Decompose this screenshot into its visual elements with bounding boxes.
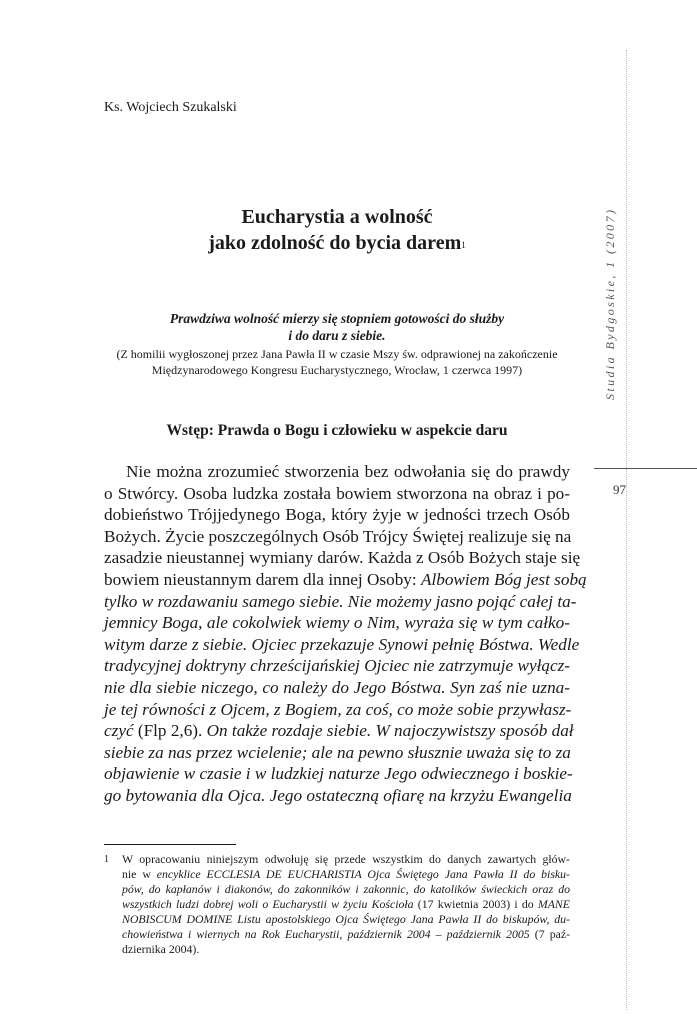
body-line: siebie za nas przez wcielenie; ale na pewno słusznie uważa się to za	[104, 742, 571, 762]
footnote-line: W opracowaniu niniejszym odwołuję się przede wszystkim do danych zawartych głów-	[122, 852, 570, 866]
body-line: zasadzie nieustannej wymiany darów. Każda z Osób Bożych staje się	[104, 548, 581, 568]
footnote-reference[interactable]: 1	[461, 240, 466, 250]
body-line: o Stwórcy. Osoba ludzka została bowiem stworzona na obraz i po-	[104, 483, 570, 503]
body-line: tylko w rozdawaniu samego siebie. Nie możemy jasno pojąć całej ta-	[104, 591, 577, 611]
epigraph-source	[104, 346, 570, 378]
body-text	[104, 461, 587, 807]
body-line: dobieństwo Trójjedynego Boga, który żyje w jedności trzech Osób	[104, 505, 570, 525]
page-number: 97	[613, 482, 626, 497]
epigraph-quote-line: Prawdziwa wolność mierzy się stopniem gotowości do służby	[169, 311, 505, 326]
epigraph-source-line: (Z homilii wygłoszonej przez Jana Pawła II w czasie Mszy św. odprawionej na zakończenie	[116, 347, 558, 361]
margin-dotted-line	[626, 50, 627, 1010]
margin-rule	[594, 468, 697, 469]
body-line: je tej równości z Ojcem, z Bogiem, za coś, co może sobie przywłasz-	[104, 699, 572, 719]
title-line-1: Eucharystia a wolność	[241, 206, 433, 228]
footnote-line: nie w encyklice ECCLESIA DE EUCHARISTIA Ojca Świętego Jana Pawła II do bisku-	[122, 867, 570, 881]
epigraph-quote	[104, 310, 570, 344]
epigraph-quote-line: i do daru z siebie.	[288, 328, 386, 343]
epigraph-source-line: Międzynarodowego Kongresu Eucharystycznego, Wrocław, 1 czerwca 1997)	[151, 363, 523, 377]
body-line: czyć (Flp 2,6). On także rozdaje siebie. W najoczywistszy sposób dał	[104, 721, 574, 741]
footnote-separator	[104, 844, 236, 845]
body-line: nie dla siebie niczego, co należy do Jego Bóstwa. Syn zaś nie uzna-	[104, 677, 570, 697]
title-line-2: jako zdolność do bycia darem$^1$	[208, 232, 466, 254]
footnote-line: dziernika 2004).	[122, 942, 200, 956]
footnote-text	[122, 852, 570, 957]
body-line: witym darze z siebie. Ojciec przekazuje Synowi pełnię Bóstwa. Wedle	[104, 634, 580, 654]
body-line: go bytowania dla Ojca. Jego ostateczną ofiarę na krzyżu Ewangelia	[104, 785, 572, 805]
footnote-line: chowieństwa i wiernych na Rok Eucharystii, październik 2004 – październik 2005 (7 paź-	[122, 927, 571, 941]
body-line: objawienie w czasie i w ludzkiej naturze Jego odwiecznego i boskie-	[104, 764, 573, 784]
footnote	[104, 852, 570, 957]
footnote-line: wszystkich ludzi dobrej woli o Eucharystii w życiu Kościoła (17 kwietnia 2003) i do MANE	[122, 897, 570, 911]
section-heading: Wstęp: Prawda o Bogu i człowieku w aspekcie daru	[166, 422, 508, 439]
body-line: Nie można zrozumieć stworzenia bez odwołania się do prawdy	[126, 462, 570, 481]
body-line: tradycyjnej doktryny chrześcijańskiej Ojciec nie zatrzymuje wyłącz-	[104, 656, 570, 676]
body-line: bowiem nieustannym darem dla innej Osoby: Albowiem Bóg jest sobą	[104, 569, 587, 589]
footnote-number: 1	[104, 854, 109, 865]
author-name: Ks. Wojciech Szukalski	[104, 100, 237, 115]
footnote-line: pów, do kapłanów i diakonów, do zakonników i zakonnic, do katolików świeckich oraz do	[122, 882, 570, 896]
footnote-line: NOBISCUM DOMINE Listu apostolskiego Ojca Świętego Jana Pawła II do biskupów, du-	[122, 912, 570, 926]
journal-running-title: Studia Bydgoskie, 1 (2007)	[603, 207, 617, 400]
body-line: Bożych. Życie poszczególnych Osób Trójcy Świętej realizuje się na	[104, 526, 572, 546]
epigraph	[104, 310, 570, 378]
article-title	[104, 204, 570, 256]
body-line: jemnicy Boga, ale cokolwiek wiemy o Nim, wyraża się w tym całko-	[104, 613, 570, 633]
